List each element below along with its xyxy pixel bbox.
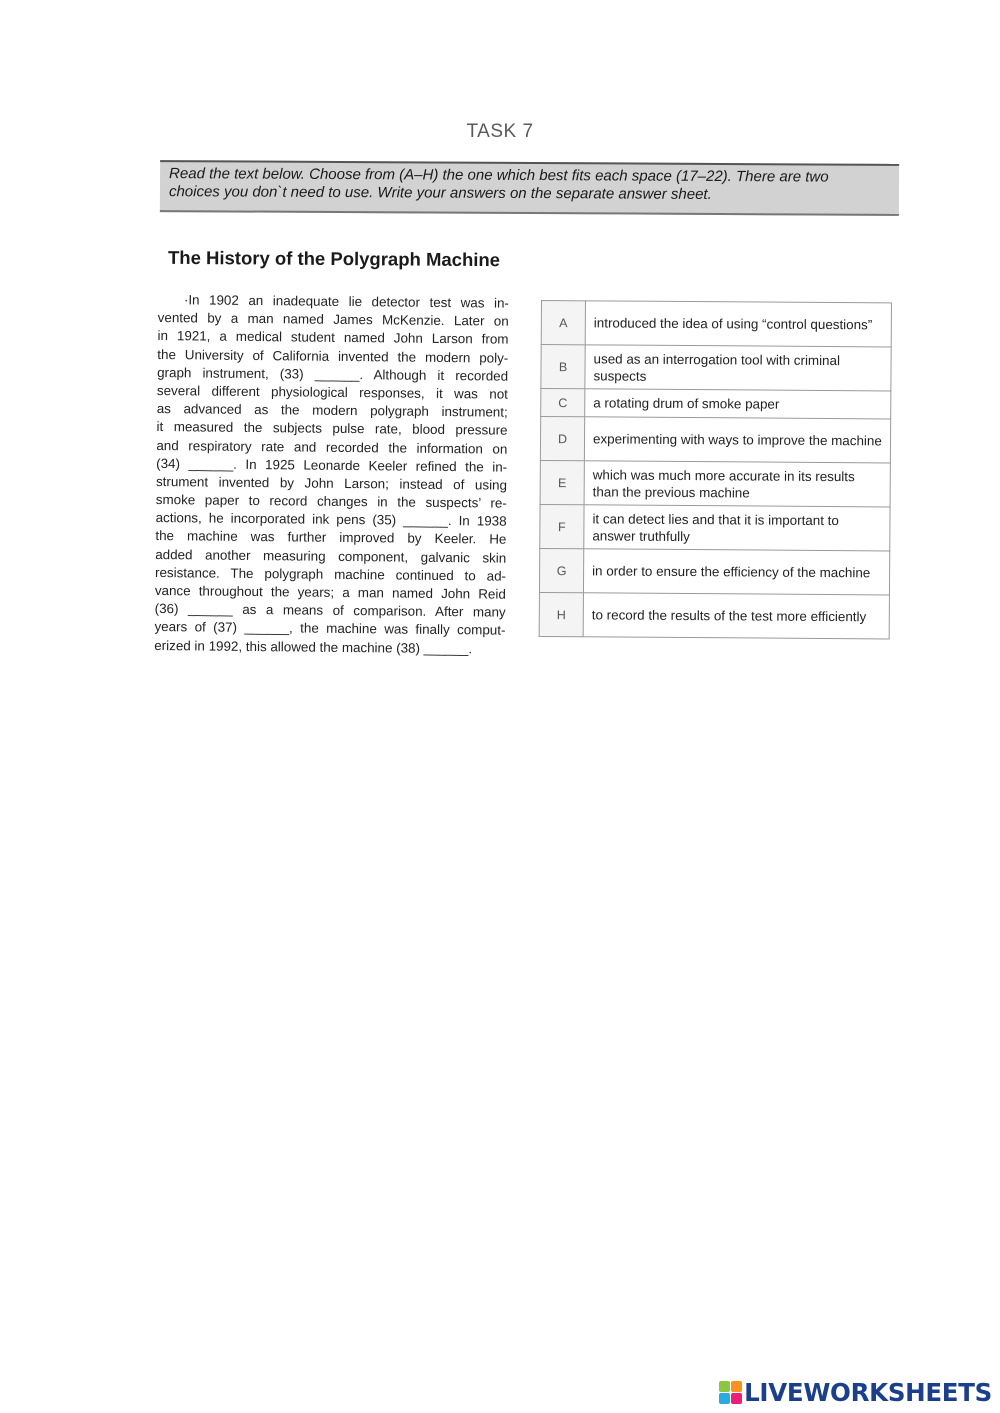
option-text: introduced the idea of using “control questions” xyxy=(585,301,891,347)
passage-line: vance throughout the years; a man named John Reid xyxy=(154,582,506,602)
option-text: it can detect lies and that it is important to answer truthfully xyxy=(584,505,890,551)
option-letter: C xyxy=(541,389,585,417)
passage-line: in 1921, a medical student named John Larson from xyxy=(157,328,509,348)
option-letter: A xyxy=(541,301,585,345)
passage-line: (34) ______. In 1925 Leonarde Keeler refined the in- xyxy=(156,455,508,475)
logo-square xyxy=(731,1381,742,1392)
option-letter: G xyxy=(539,548,583,592)
passage-line: (36) ______ as a means of comparison. After many xyxy=(154,601,506,620)
passage-line: and respiratory rate and recorded the information on xyxy=(156,437,508,457)
option-row xyxy=(541,345,891,391)
logo-square xyxy=(719,1393,730,1404)
passage-line: added another measuring component, galvanic skin xyxy=(155,546,507,566)
instruction-box xyxy=(160,160,899,216)
passage-line: strument invented by John Larson; instead of using xyxy=(155,473,508,493)
logo-square xyxy=(731,1393,742,1404)
liveworksheets-logo xyxy=(719,1378,992,1407)
option-text: experimenting with ways to improve the machine xyxy=(584,417,890,463)
instruction-line: Read the text below. Choose from (A–H) the one which best fits each space (17–22). There are two xyxy=(169,165,829,186)
logo-text: LIVEWORKSHEETS xyxy=(744,1378,992,1407)
options-table xyxy=(539,300,892,639)
option-letter: D xyxy=(540,417,584,461)
passage-line: ·In 1902 an inadequate lie detector test was in- xyxy=(183,292,509,311)
option-text: which was much more accurate in its results than the previous machine xyxy=(584,461,890,507)
passage-line: as advanced as the modern polygraph instrument; xyxy=(156,401,508,420)
passage-line: the machine was further improved by Keeler. He xyxy=(155,528,507,548)
option-letter: E xyxy=(540,460,584,504)
passage-line: it measured the subjects pulse rate, blood pressure xyxy=(156,419,508,438)
passage-heading: The History of the Polygraph Machine xyxy=(167,246,501,271)
passage-line: the University of California invented the modern poly- xyxy=(157,346,509,366)
option-text: to record the results of the test more efficiently xyxy=(583,593,889,639)
option-row xyxy=(539,548,889,594)
passage-text xyxy=(154,291,509,658)
option-row xyxy=(540,417,890,463)
passage-line: resistance. The polygraph machine continued to ad- xyxy=(154,564,507,584)
option-text: a rotating drum of smoke paper xyxy=(585,389,891,419)
instruction-line: choices you don`t need to use. Write your answers on the separate answer sheet. xyxy=(168,183,712,203)
passage-line: smoke paper to record changes in the suspects’ re- xyxy=(155,492,507,511)
passage-line: erized in 1992, this allowed the machine (38) ______. xyxy=(154,637,473,656)
option-row xyxy=(539,592,889,638)
option-text: used as an interrogation tool with criminal suspects xyxy=(585,345,891,391)
option-letter: F xyxy=(540,504,584,548)
passage-line: years of (37) ______, the machine was finally comput- xyxy=(154,619,506,639)
option-row xyxy=(540,460,890,506)
option-text: in order to ensure the efficiency of the machine xyxy=(583,549,889,595)
option-row xyxy=(541,301,891,347)
liveworksheets-mark-icon xyxy=(719,1381,742,1404)
option-row xyxy=(540,504,890,550)
passage-line: several different physiological responses, it was not xyxy=(156,382,509,402)
passage-line: vented by a man named James McKenzie. Later on xyxy=(157,310,509,329)
option-letter: H xyxy=(539,592,583,636)
logo-square xyxy=(719,1381,730,1392)
option-row xyxy=(541,389,891,419)
option-letter: B xyxy=(541,345,585,389)
task-title: TASK 7 xyxy=(466,121,534,142)
passage-line: actions, he incorporated ink pens (35) ______. In 1938 xyxy=(155,510,507,529)
passage-line: graph instrument, (33) ______. Although it recorded xyxy=(157,364,509,384)
